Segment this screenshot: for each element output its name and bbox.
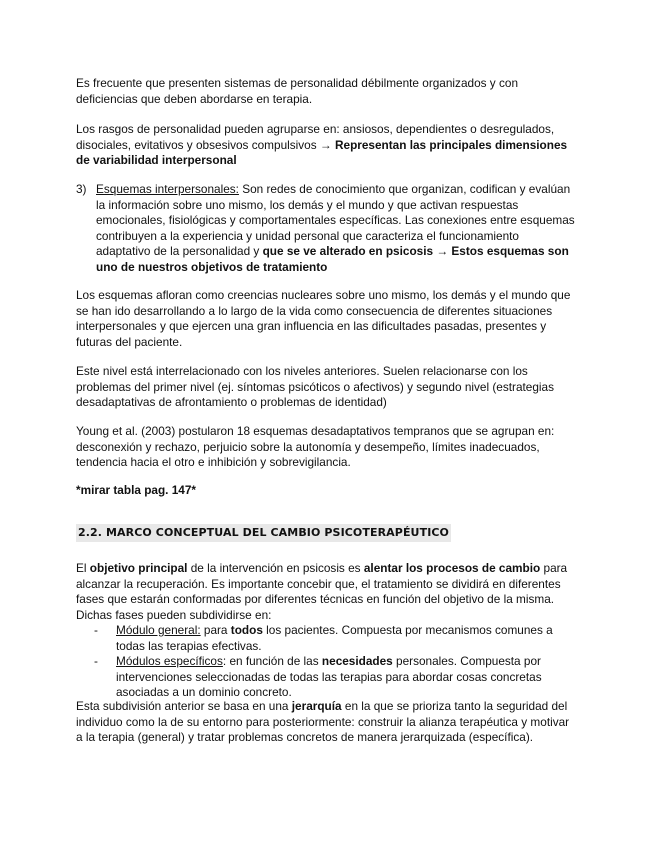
list-item-text: Son redes de conocimiento que organizan, codifican y evalúan la información sobre uno mismo, los demás y el mundo y que activan respuestas emocionales, fisiológicas y comportamentales específicas. Las conexiones entre esquemas contribuyen a la experiencia y unidad personal que caracteriza el funcionamiento adaptativo de la personalidad y: [96, 182, 575, 259]
text-run: en la que se prioriza tanto la seguridad del individuo como la de su entorno para posteriormente: construir la alianza terapéutica y motivar a la terapia (general) y tratar problemas concretos de manera jerarquizada (específica).: [76, 699, 570, 745]
list-item-bold: que se ve alterado en psicosis → Estos esquemas son uno de nuestros objetivos de tratamiento: [96, 244, 569, 274]
list-item-title: Esquemas interpersonales:: [96, 182, 239, 196]
bullet-dash: -: [94, 623, 98, 637]
paragraph-personality-systems: Es frecuente que presenten sistemas de personalidad débilmente organizados y con deficiencias que deben abordarse en terapia.: [76, 76, 519, 106]
paragraph-schemas-origin: Los esquemas afloran como creencias nucleares sobre uno mismo, los demás y el mundo que se han ido desarrollando a lo largo de la vida como consecuencia de diferentes situaciones interpersonales y que ejercen una gran influencia en las dificultades pasadas, presentes y futuras del paciente.: [76, 288, 571, 349]
bold-main-objective: objetivo principal: [89, 561, 188, 575]
list-item-specific-modules: [76, 654, 576, 701]
section-heading: 2.2. MARCO CONCEPTUAL DEL CAMBIO PSICOTERAPÉUTICO: [76, 524, 451, 542]
text-run: : en función de las: [222, 654, 322, 669]
paragraph-level-relation: Este nivel está interrelacionado con los niveles anteriores. Suelen relacionarse con los problemas del primer nivel (ej. síntomas psicóticos o afectivos) y segundo nivel (estrategias desadaptativas de afrontamiento o problemas de identidad): [76, 364, 554, 410]
paragraph-hierarchy: [76, 699, 576, 746]
list-item-interpersonal-schemas: [76, 182, 576, 276]
bold-run: todos: [230, 623, 263, 637]
bold-run: necesidades: [321, 654, 393, 669]
text-run: los pacientes. Compuesta por mecanismos comunes a todas las terapias efectivas.: [116, 623, 553, 653]
paragraph-young-schemas: Young et al. (2003) postularon 18 esquemas desadaptativos tempranos que se agrupan en: desconexión y rechazo, perjuicio sobre la autonomía y desempeño, límites inadecuados, tendencia hacia el otro e inhibición y sobrevigilancia.: [76, 424, 555, 470]
text-run: de la intervención en psicosis es: [187, 561, 364, 575]
list-number: 3): [76, 182, 87, 196]
text-run: El: [76, 561, 90, 575]
text-run: personales. Compuesta por intervenciones seleccionadas de todas las terapias para abordar cosas concretas asociadas a un dominio concreto.: [116, 654, 542, 700]
bold-hierarchy: jerarquía: [291, 699, 342, 713]
text-run: Esta subdivisión anterior se basa en una: [76, 699, 292, 713]
module-title: Módulo general:: [116, 623, 201, 637]
module-bullet-list: [76, 623, 576, 701]
paragraph-main-objective: [76, 561, 576, 623]
paragraph-text: Los rasgos de personalidad pueden agruparse en: ansiosos, dependientes o desregulados, disociales, evitativos y obsesivos compulsivos →: [76, 122, 555, 152]
text-run: para alcanzar la recuperación. Es importante concebir que, el tratamiento se dividirá en diferentes fases que estarán conformadas por diferentes técnicas en función del objetivo de la misma. Dichas fases pueden subdividirse en:: [76, 561, 568, 622]
text-run: para: [200, 623, 231, 637]
module-title: Módulos específicos: [116, 654, 223, 669]
paragraph-personality-traits: [76, 122, 576, 169]
table-reference-note: *mirar tabla pag. 147*: [76, 483, 196, 497]
bold-change-process: alentar los procesos de cambio: [363, 561, 541, 575]
list-item-body: [96, 182, 576, 276]
list-item-general-module: [76, 623, 576, 654]
paragraph-bold-conclusion: Representan las principales dimensiones de variabilidad interpersonal: [76, 137, 568, 168]
bullet-dash: -: [94, 654, 98, 669]
